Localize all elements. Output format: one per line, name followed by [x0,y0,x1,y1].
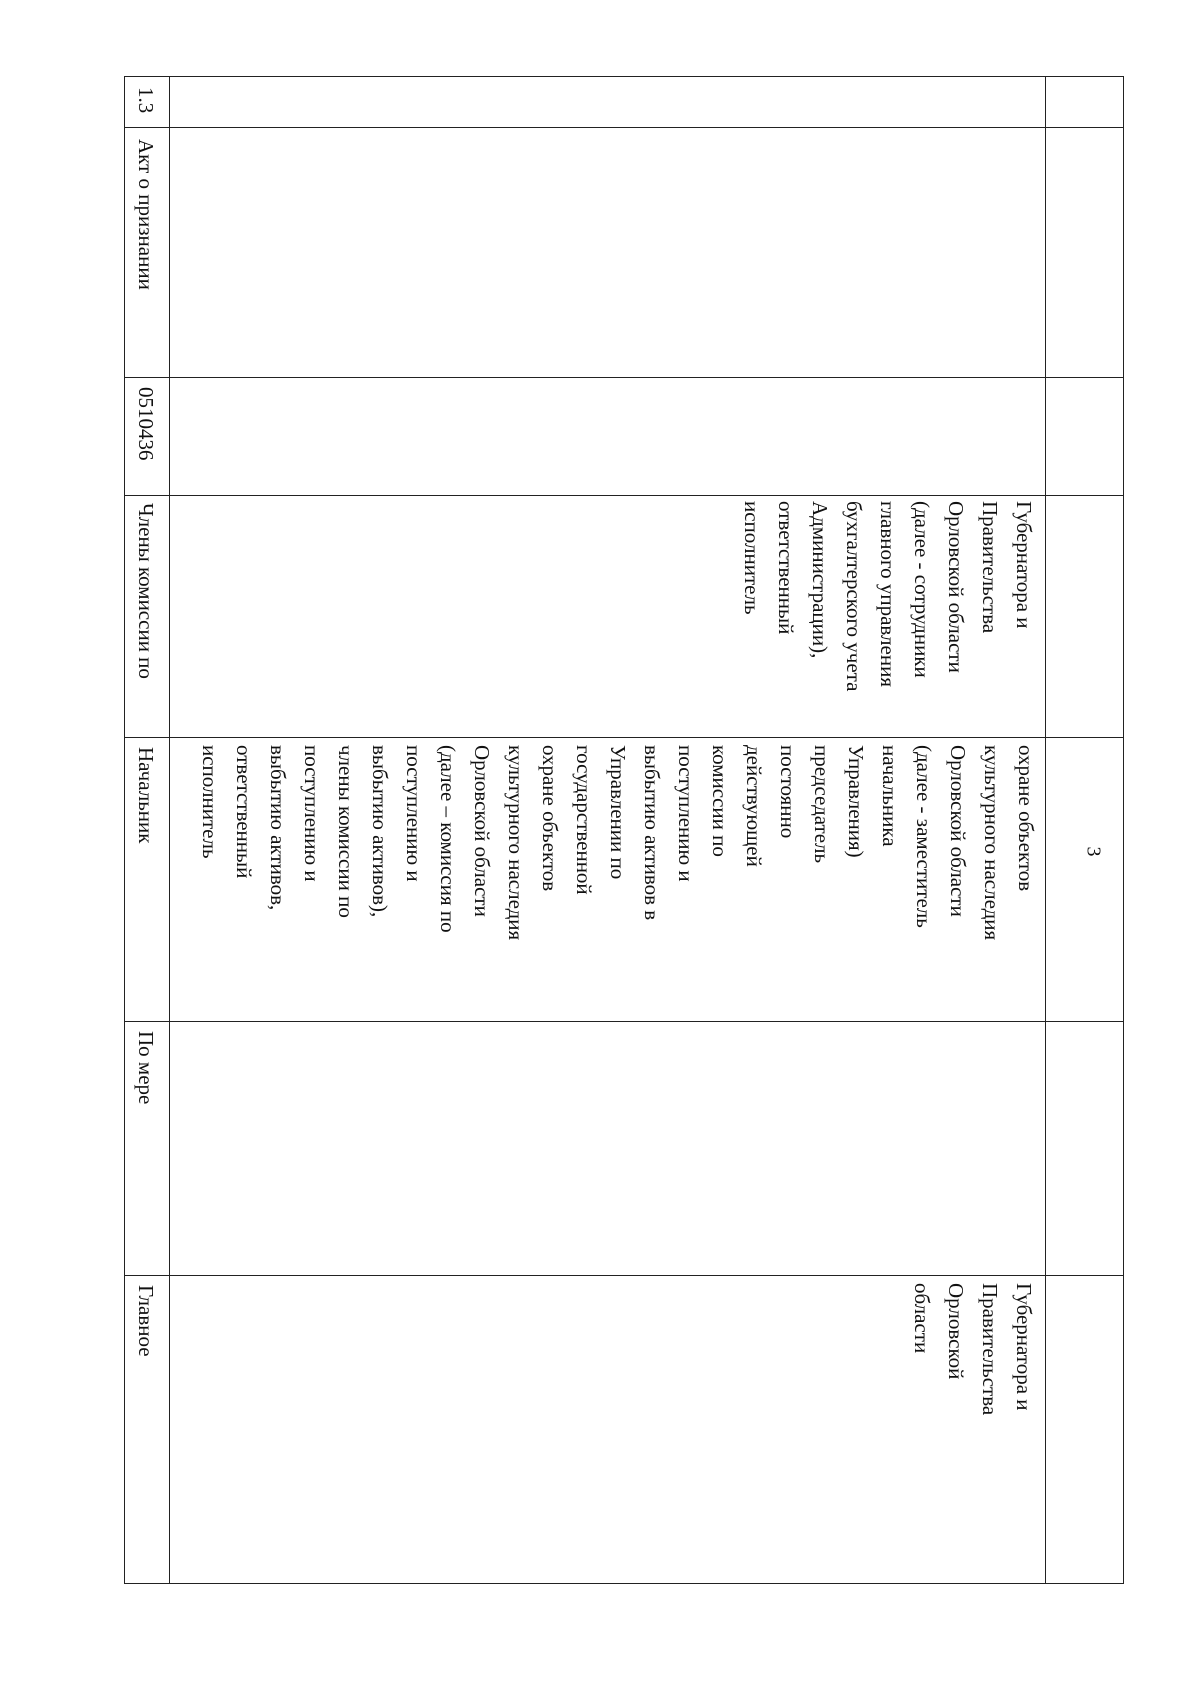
table-column-divider [125,495,1123,496]
deadline-cell: По мере [134,1031,158,1105]
recipient-cell: Главное [134,1285,158,1357]
row-number: 1.3 [134,87,158,114]
responsible-continuation: охране объектов культурного наследия Орловской области (далее - заместитель начальника Управления) председатель постоянно действующей комиссии по поступлению и выбытию активов в Управлении по государственной охране объектов культурного наследия Орловской области (далее – комиссия по поступлению и выбытию активов), члены комиссии по поступлению и выбытию активов, ответственный исполнитель [198,745,1038,941]
table-column-divider [125,1275,1123,1276]
table-column-divider [125,1021,1123,1022]
table-column-divider [125,127,1123,128]
participants-continuation: Губернатора и Правительства Орловской области (далее - сотрудники главного управления бухгалтерского учета Администрации), ответственный исполнитель [740,501,1036,692]
participants-cell: Члены комиссии по [134,503,158,679]
form-code: 0510436 [134,387,158,461]
recipient-continuation: Губернатора и Правительства Орловской области [910,1283,1036,1416]
responsible-cell: Начальник [134,747,158,844]
document-name: Акт о признании [134,139,158,290]
table-row-divider [169,77,170,1583]
document-table [124,76,1124,1584]
page-number: 3 [1082,846,1105,857]
table-row-divider [1045,77,1046,1583]
table-column-divider [125,377,1123,378]
table-column-divider [125,737,1123,738]
